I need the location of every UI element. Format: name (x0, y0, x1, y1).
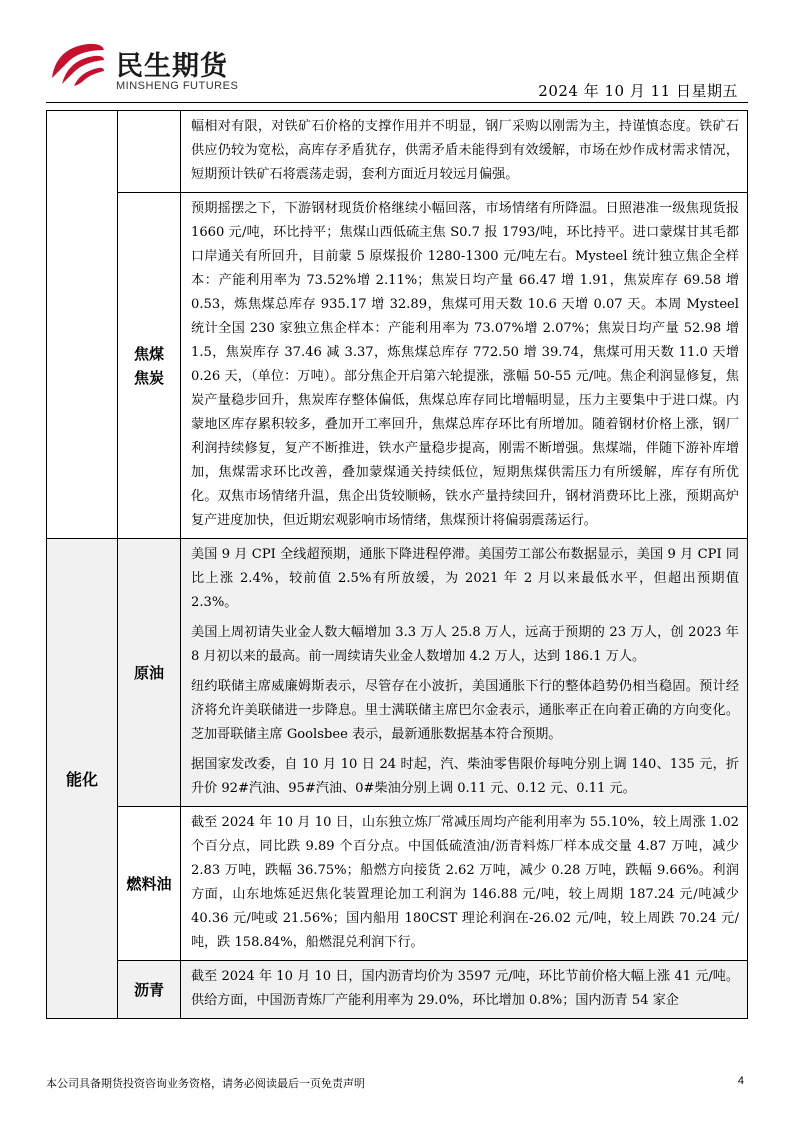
crude-paragraph: 美国 9 月 CPI 全线超预期，通胀下降进程停滞。美国劳工部公布数据显示，美国 9 月 CPI 同比上涨 2.4%，较前值 2.5%有所放缓，为 2021 年 2 月以来最低水平，但超出预期值 2.3%。 (191, 547, 739, 610)
product-cell-fuel-oil: 燃料油 (118, 807, 181, 961)
fuel-oil-text: 截至 2024 年 10 月 10 日，山东独立炼厂常减压周均产能利用率为 55.10%，较上周涨 1.02 个百分点，同比跌 9.89 个百分点。中国低硫渣油/沥青料炼厂样本成交量 4.87 万吨，减少 2.83 万吨，跌幅 36.75%；船燃方向接货 2.62 万吨，减少 0.28 万吨，跌幅 9.66%。利润方面，山东地炼延迟焦化装置理论加工利润为 146.88 元/吨，较上周期 187.24 元/吨减少 40.36 元/吨或 21.56%；国内船用 180CST 理论利润在-26.02 元/吨，较上周跌 70.24 元/吨，跌 158.84%，船燃混兑利润下行。 (191, 815, 739, 950)
table-row (47, 807, 748, 961)
product-cell-coke (118, 193, 181, 539)
brand-name: 民生期货 (116, 51, 228, 82)
product-cell-asphalt: 沥青 (118, 961, 181, 1019)
asphalt-text: 截至 2024 年 10 月 10 日，国内沥青均价为 3597 元/吨，环比节前价格大幅上涨 41 元/吨。供给方面，中国沥青炼厂产能利用率为 29.0%，环比增加 0.8%；国内沥青 54 家企 (191, 969, 739, 1008)
crude-paragraph: 纽约联储主席威廉姆斯表示，尽管存在小波折，美国通胀下行的整体趋势仍相当稳固。预计经济将允许美联储进一步降息。里士满联储主席巴尔金表示，通胀率正在向着正确的方向变化。芝加哥联储主席 Goolsbee 表示，最新通胀数据基本符合预期。 (191, 679, 739, 742)
product-cell-iron-ore (118, 111, 181, 193)
product-label-coking-coal: 焦煤 (133, 344, 164, 363)
table-row (47, 111, 748, 193)
sector-cell-black (47, 111, 118, 539)
table-row (47, 539, 748, 807)
crude-paragraph: 据国家发改委，自 10 月 10 日 24 时起，汽、柴油零售限价每吨分别上调 140、135 元，折升价 92#汽油、95#汽油、0#柴油分别上调 0.11 元、0.12 元、0.11 元。 (191, 757, 739, 796)
iron-ore-commentary (181, 111, 748, 193)
crude-commentary (181, 539, 748, 807)
report-date: 2024 年 10 月 11 日星期五 (538, 82, 738, 100)
commentary-table (46, 110, 748, 1019)
page-header (46, 30, 746, 102)
minsheng-logo-icon (48, 38, 106, 88)
footer-disclaimer: 本公司具备期货投资咨询业务资格，请务必阅读最后一页免责声明 (46, 1077, 365, 1090)
crude-paragraph: 美国上周初请失业金人数大幅增加 3.3 万人 25.8 万人，远高于预期的 23 万人，创 2023 年 8 月初以来的最高。前一周续请失业金人数增加 4.2 万人，达到 186.1 万人。 (191, 625, 739, 664)
iron-ore-text: 幅相对有限，对铁矿石价格的支撑作用并不明显，钢厂采购以刚需为主，持谨慎态度。铁矿石供应仍较为宽松，高库存矛盾犹存，供需矛盾未能得到有效缓解，市场在炒作成材需求情况，短期预计铁矿石将震荡走弱，套利方面近月较远月偏强。 (191, 119, 739, 182)
header-divider (46, 102, 748, 103)
coke-text: 预期摇摆之下，下游钢材现货价格继续小幅回落，市场情绪有所降温。日照港准一级焦现货报 1660 元/吨，环比持平；焦煤山西低硫主焦 S0.7 报 1793/吨，环比持平。进口蒙煤甘其毛都口岸通关有所回升，目前蒙 5 原煤报价 1280-1300 元/吨左右。Mysteel 统计独立焦企全样本：产能利用率为 73.52%增 2.11%；焦炭日均产量 66.47 增 1.91，焦炭库存 69.58 增 0.53，炼焦煤总库存 935.17 增 32.89，焦煤可用天数 10.6 天增 0.07 天。本周 Mysteel 统计全国 230 家独立焦企样本：产能利用率为 73.07%增 2.07%；焦炭日均产量 52.98 增 1.5，焦炭库存 37.46 减 3.37，炼焦煤总库存 772.50 增 39.74，焦煤可用天数 11.0 天增 0.26 天，（单位：万吨）。部分焦企开启第六轮提涨，涨幅 50-55 元/吨。焦企利润显修复，焦炭产量稳步回升，焦炭库存整体偏低，焦煤总库存同比增幅明显，压力主要集中于进口煤。内蒙地区库存累积较多，叠加开工率回升，焦煤总库存环比有所增加。随着钢材价格上涨，钢厂利润持续修复，复产不断推进，铁水产量稳步提高，刚需不断增强。焦煤端，伴随下游补库增加，焦煤需求环比改善，叠加蒙煤通关持续低位，短期焦煤供需压力有所缓解，库存有所优化。双焦市场情绪升温，焦企出货较顺畅，铁水产量持续回升，钢材消费环比上涨，预期高炉复产进度加快，但近期宏观影响市场情绪，焦煤预计将偏弱震荡运行。 (191, 201, 739, 528)
table-row (47, 961, 748, 1019)
product-cell-crude: 原油 (118, 539, 181, 807)
table-row (47, 193, 748, 539)
asphalt-commentary (181, 961, 748, 1019)
brand-name-en: MINSHENG FUTURES (116, 80, 239, 92)
coke-commentary (181, 193, 748, 539)
product-label-coke: 焦炭 (133, 368, 164, 387)
fuel-oil-commentary (181, 807, 748, 961)
page-number: 4 (737, 1075, 744, 1087)
sector-cell-energy: 能化 (47, 539, 118, 1019)
